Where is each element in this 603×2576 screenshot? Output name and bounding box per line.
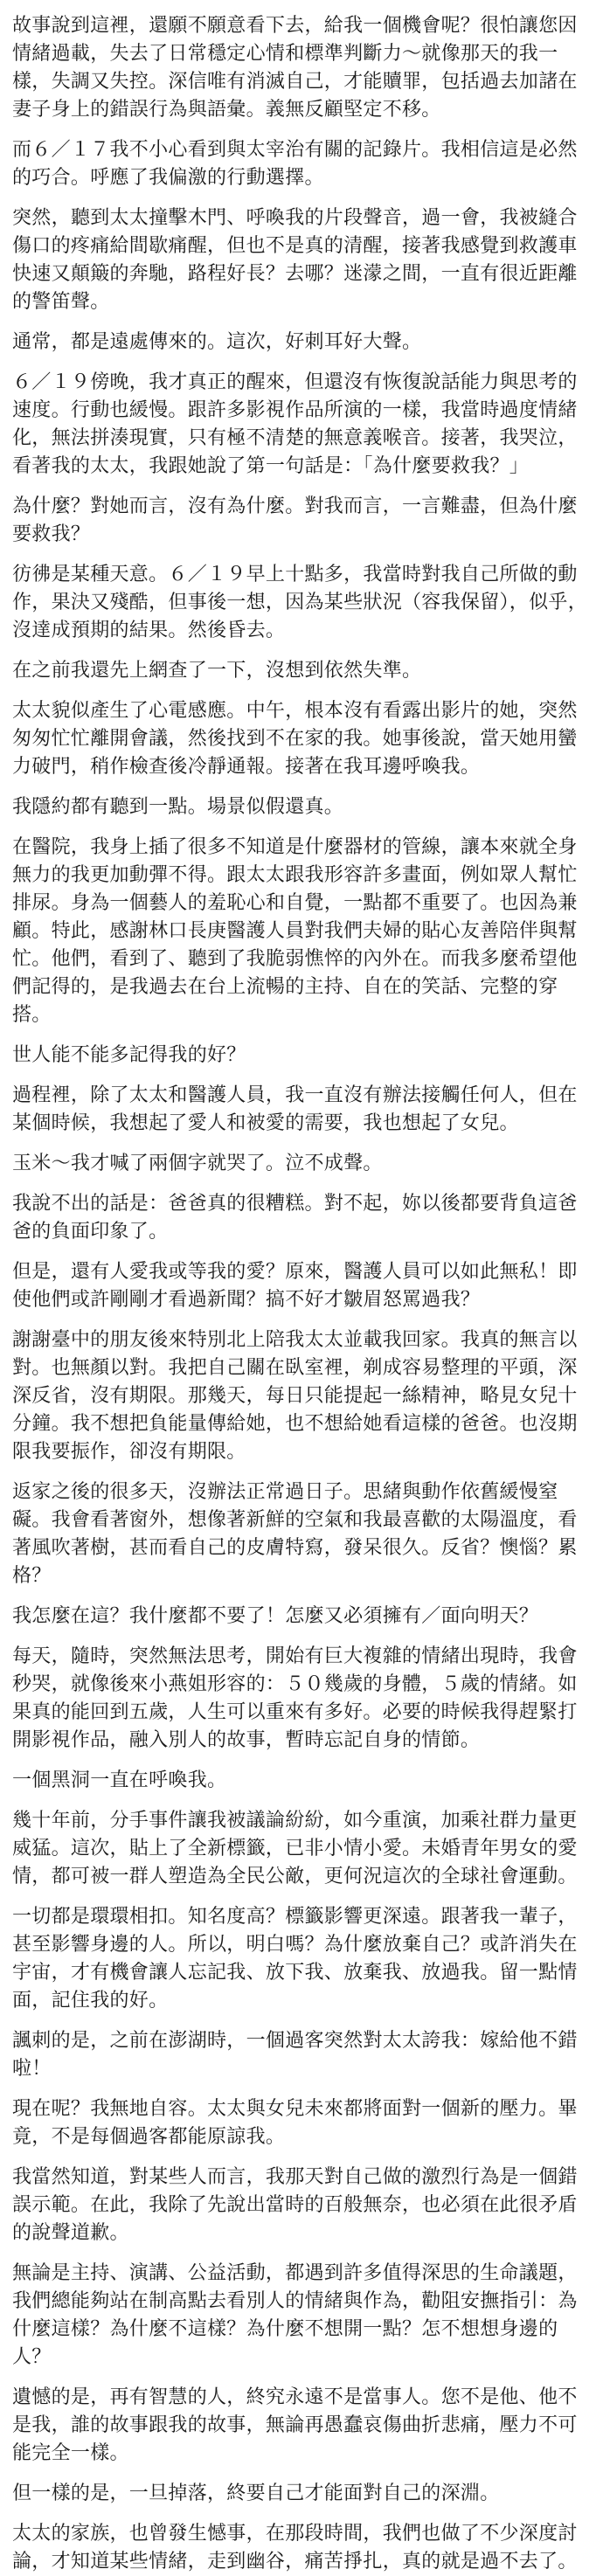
paragraph: 而６／１７我不小心看到與太宰治有關的記錄片。我相信這是必然的巧合。呼應了我偏激的行動選擇。 (12, 139, 578, 189)
paragraph: 突然，聽到太太撞擊木門、呼喚我的片段聲音，過一會，我被縫合傷口的疼痛給間歇痛醒，但也不是真的清醒，接著我感覺到救護車快速又顛簸的奔馳，路程好長？去哪？迷濛之間，一直有很近距離的警笛聲。 (12, 207, 578, 313)
paragraph: 在醫院，我身上插了很多不知道是什麼器材的管線，讓本來就全身無力的我更加動彈不得。跟太太跟我形容許多畫面，例如眾人幫忙排尿。身為一個藝人的羞恥心和自覺，一點都不重要了。也因為兼顧。特此，感謝林口長庚醫護人員對我們夫婦的貼心友善陪伴與幫忙。他們，看到了、聽到了我脆弱憔悴的內外在。而我多麼希望他們記得的，是我過去在台上流暢的主持、自在的笑話、完整的穿搭。 (12, 836, 578, 1026)
paragraph: 謝謝臺中的朋友後來特別北上陪我太太並載我回家。我真的無言以對。也無顏以對。我把自己關在臥室裡，剃成容易整理的平頭，深深反省，沒有期限。那幾天，每日只能提起一絲精神，略見女兒十分鐘。我不想把負能量傳給她，也不想給她看這樣的爸爸。也沒期限我要振作，卻沒有期限。 (12, 1329, 578, 1463)
paragraph: 彷彿是某種天意。６／１９早上十點多，我當時對我自己所做的動作，果決又殘酷，但事後一想，因為某些狀況（容我保留），似乎，沒達成預期的結果。然後昏去。 (12, 564, 588, 641)
paragraph: 玉米～我才喊了兩個字就哭了。泣不成聲。 (12, 1153, 383, 1174)
paragraph: 為什麼？對她而言，沒有為什麼。對我而言，一言難盡，但為什麼要救我？ (12, 495, 578, 545)
paragraph: 諷刺的是，之前在澎湖時，一個過客突然對太太誇我：嫁給他不錯啦！ (12, 2030, 578, 2080)
paragraph: 一切都是環環相扣。知名度高？標籤影響更深遠。跟著我一輩子，甚至影響身邊的人。所以，明白嗎？為什麼放棄自己？或許消失在宇宙，才有機會讓人忘記我、放下我、放棄我、放過我。留一點情面，記住我的好。 (12, 1906, 578, 2012)
paragraph: 但一樣的是，一旦掉落，終要自己才能面對自己的深淵。 (12, 2483, 500, 2504)
paragraph: 但是，還有人愛我或等我的愛？原來，醫護人員可以如此無私！即使他們或許剛剛才看過新聞？搞不好才皺眉怒罵過我？ (12, 1261, 578, 1311)
paragraph: 太太貌似產生了心電感應。中午，根本沒有看露出影片的她，突然匆匆忙忙離開會議，然後找到不在家的我。她事後說，當天她用蠻力破門，稍作檢查後冷靜通報。接著在我耳邊呼喚我。 (12, 700, 578, 778)
paragraph: 太太的家族，也曾發生憾事，在那段時間，我們也做了不少深度討論，才知道某些情緒，走到幽谷，痛苦掙扎，真的就是過不去了。 (12, 2523, 578, 2573)
paragraph: 我怎麼在這？我什麼都不要了！怎麼又必須擁有／面向明天？ (12, 1605, 539, 1627)
paragraph: 世人能不能多記得我的好？ (12, 1044, 246, 1066)
paragraph: 在之前我還先上網查了一下，沒想到依然失準。 (12, 660, 422, 682)
paragraph: 通常，都是遠處傳來的。這次，好刺耳好大聲。 (12, 331, 422, 353)
paragraph: 一個黑洞一直在呼喚我。 (12, 1769, 227, 1791)
paragraph: 我說不出的話是：爸爸真的很糟糕。對不起，妳以後都要背負這爸爸的負面印象了。 (12, 1193, 578, 1243)
paragraph: 過程裡，除了太太和醫護人員，我一直沒有辦法接觸任何人，但在某個時候，我想起了愛人和被愛的需要，我也想起了女兒。 (12, 1084, 578, 1134)
paragraph: 現在呢？我無地自容。太太與女兒未來都將面對一個新的壓力。畢竟，不是每個過客都能原諒我。 (12, 2098, 578, 2148)
paragraph: ６／１９傍晚，我才真正的醒來，但還沒有恢復說話能力與思考的速度。行動也緩慢。跟許多影視作品所演的一樣，我當時過度情緒化，無法拼湊現實，只有極不清楚的無意義喉音。接著，我哭泣，看著我的太太，我跟她說了第一句話是：「為什麼要救我？」 (12, 371, 578, 477)
paragraph: 故事說到這裡，還願不願意看下去，給我一個機會呢？很怕讓您因情緒過載，失去了日常穩定心情和標準判斷力～就像那天的我一樣，失調又失控。深信唯有消滅自己，才能贖罪，包括過去加諸在妻子身上的錯誤行為與語彙。義無反顧堅定不移。 (12, 15, 578, 121)
paragraph: 每天，隨時，突然無法思考，開始有巨大複雜的情緒出現時，我會秒哭，就像後來小燕姐形容的：５０幾歲的身體，５歲的情緒。如果真的能回到五歲，人生可以重來有多好。必要的時候我得趕緊打開影視作品，融入別人的故事，暫時忘記自身的情節。 (12, 1645, 578, 1751)
paragraph: 我隱約都有聽到一點。場景似假還真。 (12, 796, 344, 818)
paragraph: 無論是主持、演講、公益活動，都遇到許多值得深思的生命議題，我們總能夠站在制高點去看別人的情緒與作為，勸阻安撫指引：為什麼這樣？為什麼不這樣？為什麼不想開一點？怎不想想身邊的人？ (12, 2262, 578, 2368)
paragraph: 幾十年前，分手事件讓我被議論紛紛，如今重演，加乘社群力量更威猛。這次，貼上了全新標籤，已非小情小愛。未婚青年男女的愛情，都可被一群人塑造為全民公敵，更何況這次的全球社會運動。 (12, 1810, 578, 1887)
paragraph: 返家之後的很多天，沒辦法正常過日子。思緒與動作依舊緩慢窒礙。我會看著窗外，想像著新鮮的空氣和我最喜歡的太陽溫度，看著風吹著樹，甚而看自己的皮膚特寫，發呆很久。反省？懊惱？累格？ (12, 1481, 578, 1587)
paragraph: 遺憾的是，再有智慧的人，終究永遠不是當事人。您不是他、他不是我，誰的故事跟我的故事，無論再愚蠢哀傷曲折悲痛，壓力不可能完全一樣。 (12, 2386, 578, 2464)
paragraph: 我當然知道，對某些人而言，我那天對自己做的激烈行為是一個錯誤示範。在此，我除了先說出當時的百般無奈，也必須在此很矛盾的說聲道歉。 (12, 2166, 578, 2244)
